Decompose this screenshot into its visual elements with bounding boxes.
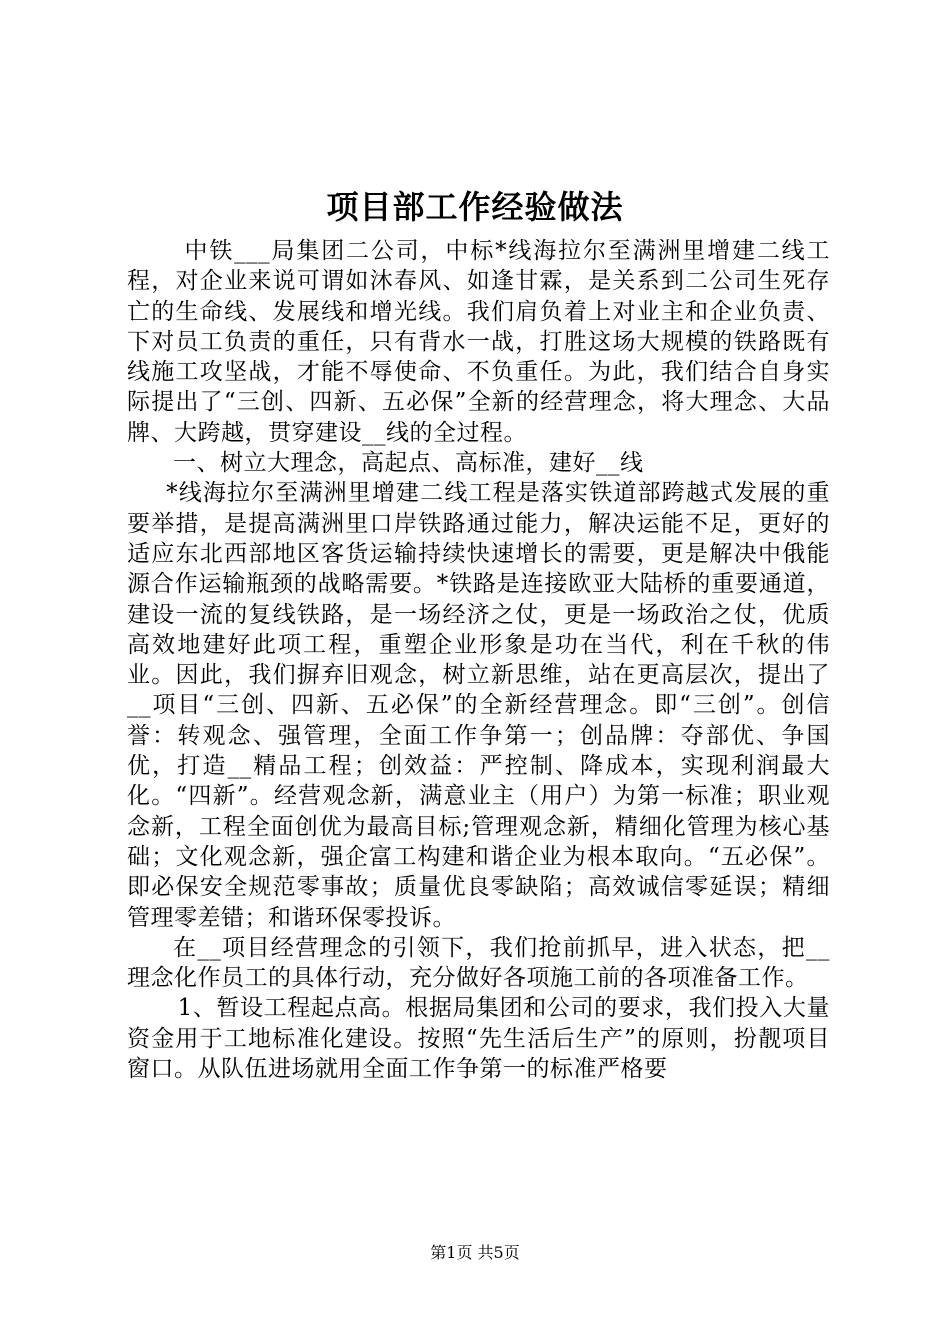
paragraph-background: *线海拉尔至满洲里增建二线工程是落实铁道部跨越式发展的重要举措，是提高满洲里口岸铁路通过能力，解决运能不足，更好的适应东北西部地区客货运输持续快速增长的需要，更是解决中俄能源合作运输瓶颈的战略需要。*铁路是连接欧亚大陆桥的重要通道，建设一流的复线铁路，是一场经济之仗，更是一场政治之仗，优质高效地建好此项工程，重塑企业形象是功在当代，利在千秋的伟业。因此，我们摒弃旧观念，树立新思维，站在更高层次，提出了__项目“三创、四新、五必保”的全新经营理念。即“三创”。创信誉：转观念、强管理，全面工作争第一；创品牌：夺部优、争国优，打造__精品工程；创效益：严控制、降成本，实现利润最大化。“四新”。经营观念新，满意业主（用户）为第一标准；职业观念新，工程全面创优为最高目标;管理观念新，精细化管理为核心基础；文化观念新，强企富工构建和谐企业为根本取向。“五必保”。即必保安全规范零事故；质量优良零缺陷；高效诚信零延误；精细管理零差错；和谐环保零投诉。 <box>127 480 830 931</box>
paragraph-intro: 中铁___局集团二公司，中标*线海拉尔至满洲里增建二线工程，对企业来说可谓如沐春风、如逢甘霖，是关系到二公司生死存亡的生命线、发展线和增光线。我们肩负着上对业主和企业负责、下对员工负责的重任，只有背水一战，打胜这场大规模的铁路既有线施工攻坚战，才能不辱使命、不负重任。为此，我们结合自身实际提出了“三创、四新、五必保”全新的经营理念，将大理念、大品牌、大跨越，贯穿建设__线的全过程。 <box>127 238 830 446</box>
section-heading-1: 一、树立大理念，高起点、高标准，建好__线 <box>173 450 644 477</box>
page-footer: 第1页 共5页 <box>430 1243 520 1262</box>
document-title: 项目部工作经验做法 <box>326 188 624 226</box>
document-body <box>127 236 830 1084</box>
paragraph-item-1: 1、暂设工程起点高。根据局集团和公司的要求，我们投入大量资金用于工地标准化建设。按照“先生活后生产”的原则，扮靓项目窗口。从队伍进场就用全面工作争第一的标准严格要 <box>127 995 830 1083</box>
paragraph-guidance: 在__项目经营理念的引领下，我们抢前抓早，进入状态，把__理念化作员工的具体行动，充分做好各项施工前的各项准备工作。 <box>127 934 830 992</box>
